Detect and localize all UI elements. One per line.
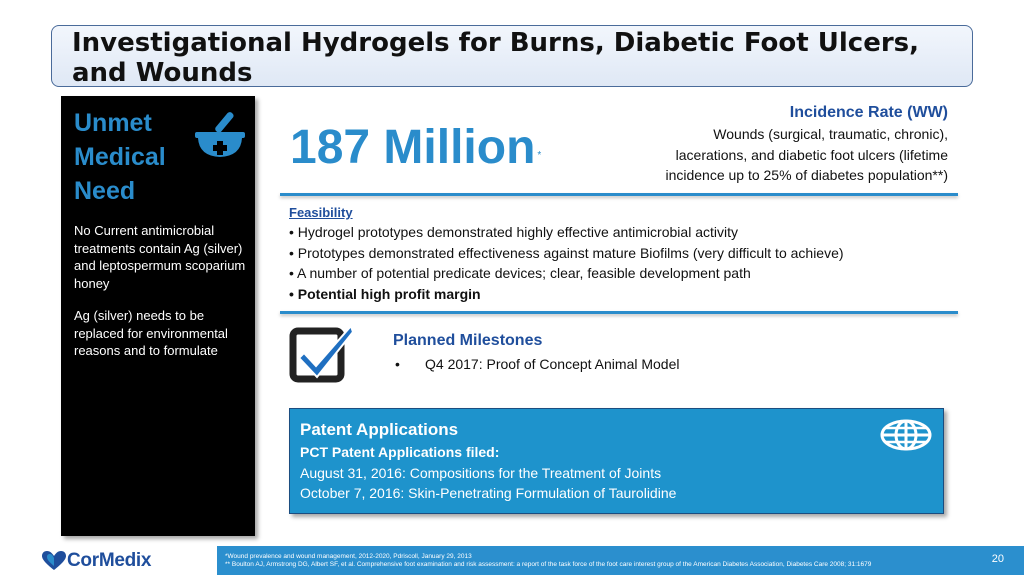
patent-title: Patent Applications bbox=[300, 420, 459, 439]
feasibility-item-text: A number of potential predicate devices; clear, feasible development path bbox=[297, 265, 751, 281]
unmet-need-paragraph1: No Current antimicrobial treatments contain Ag (silver) and leptospermum scoparium honey bbox=[74, 223, 246, 291]
incidence-stat bbox=[290, 118, 541, 178]
patent-applications-box bbox=[289, 408, 944, 514]
slide-title bbox=[72, 28, 952, 88]
incidence-line1: Wounds (surgical, traumatic, chronic), bbox=[713, 126, 948, 142]
list-item bbox=[393, 352, 893, 376]
feasibility-section bbox=[289, 204, 949, 304]
incidence-line2: lacerations, and diabetic foot ulcers (lifetime bbox=[675, 146, 948, 163]
list-item bbox=[289, 222, 949, 243]
globe-icon bbox=[879, 419, 933, 451]
unmet-heading-line1: Unmet bbox=[74, 109, 152, 137]
slide-title-line2: and Wounds bbox=[72, 58, 253, 88]
list-item bbox=[289, 263, 949, 284]
slide-title-line1: Investigational Hydrogels for Burns, Diabetic Foot Ulcers, bbox=[72, 28, 920, 58]
feasibility-item-text: Potential high profit margin bbox=[297, 285, 481, 302]
divider-middle bbox=[280, 311, 958, 314]
milestones-title: Planned Milestones bbox=[393, 332, 543, 349]
milestones-section bbox=[393, 330, 893, 376]
unmet-need-panel bbox=[61, 96, 255, 536]
divider-top bbox=[280, 193, 958, 196]
unmet-heading-line2: Medical bbox=[74, 143, 166, 171]
feasibility-title: Feasibility bbox=[289, 205, 353, 220]
incidence-block bbox=[588, 102, 948, 186]
feasibility-item-text: Prototypes demonstrated effectiveness against mature Biofilms (very difficult to achieve) bbox=[297, 244, 844, 261]
bullet: • bbox=[395, 356, 400, 372]
feasibility-item-text: Hydrogel prototypes demonstrated highly effective antimicrobial activity bbox=[297, 224, 738, 240]
cormedix-logo-mark-icon bbox=[42, 551, 66, 571]
mortar-pestle-icon bbox=[191, 106, 249, 162]
page-number: 20 bbox=[991, 553, 1004, 565]
incidence-title: Incidence Rate (WW) bbox=[789, 104, 948, 121]
patent-line: October 7, 2016: Skin-Penetrating Formulation of Taurolidine bbox=[300, 485, 677, 501]
footer-bar bbox=[217, 546, 1024, 575]
checkbox-checked-icon bbox=[289, 322, 355, 384]
incidence-stat-marker: * bbox=[537, 150, 542, 161]
incidence-line3: incidence up to 25% of diabetes population**) bbox=[665, 167, 948, 183]
incidence-stat-value: 187 Million bbox=[290, 121, 536, 174]
patent-subtitle: PCT Patent Applications filed: bbox=[300, 444, 500, 460]
bullet: • bbox=[289, 265, 294, 281]
patent-line: August 31, 2016: Compositions for the Treatment of Joints bbox=[300, 464, 662, 481]
milestone-item-text: Q4 2017: Proof of Concept Animal Model bbox=[425, 356, 680, 372]
list-item bbox=[289, 243, 949, 264]
footnote-2: ** Boulton AJ, Armstrong DG, Albert SF, et al. Comprehensive foot examination and risk assessment: a report of the task force of the foot care interest group of the American Diabetes Association, Diabetes Care 2008; 31:1679 bbox=[225, 561, 872, 568]
bullet: • bbox=[289, 224, 294, 240]
slide-title-box bbox=[51, 25, 973, 87]
cormedix-logo bbox=[42, 549, 212, 573]
bullet: • bbox=[289, 244, 294, 261]
footnote-1: *Wound prevalence and wound management, 2012-2020, Pdriscoll, January 29, 2013 bbox=[225, 553, 472, 560]
unmet-heading-line3: Need bbox=[74, 177, 136, 205]
logo-text: CorMedix bbox=[67, 550, 152, 571]
bullet: • bbox=[289, 285, 294, 302]
unmet-need-heading bbox=[74, 106, 194, 208]
unmet-need-paragraph2: Ag (silver) needs to be replaced for environmental reasons and to formulate bbox=[74, 308, 228, 358]
list-item bbox=[289, 284, 949, 305]
